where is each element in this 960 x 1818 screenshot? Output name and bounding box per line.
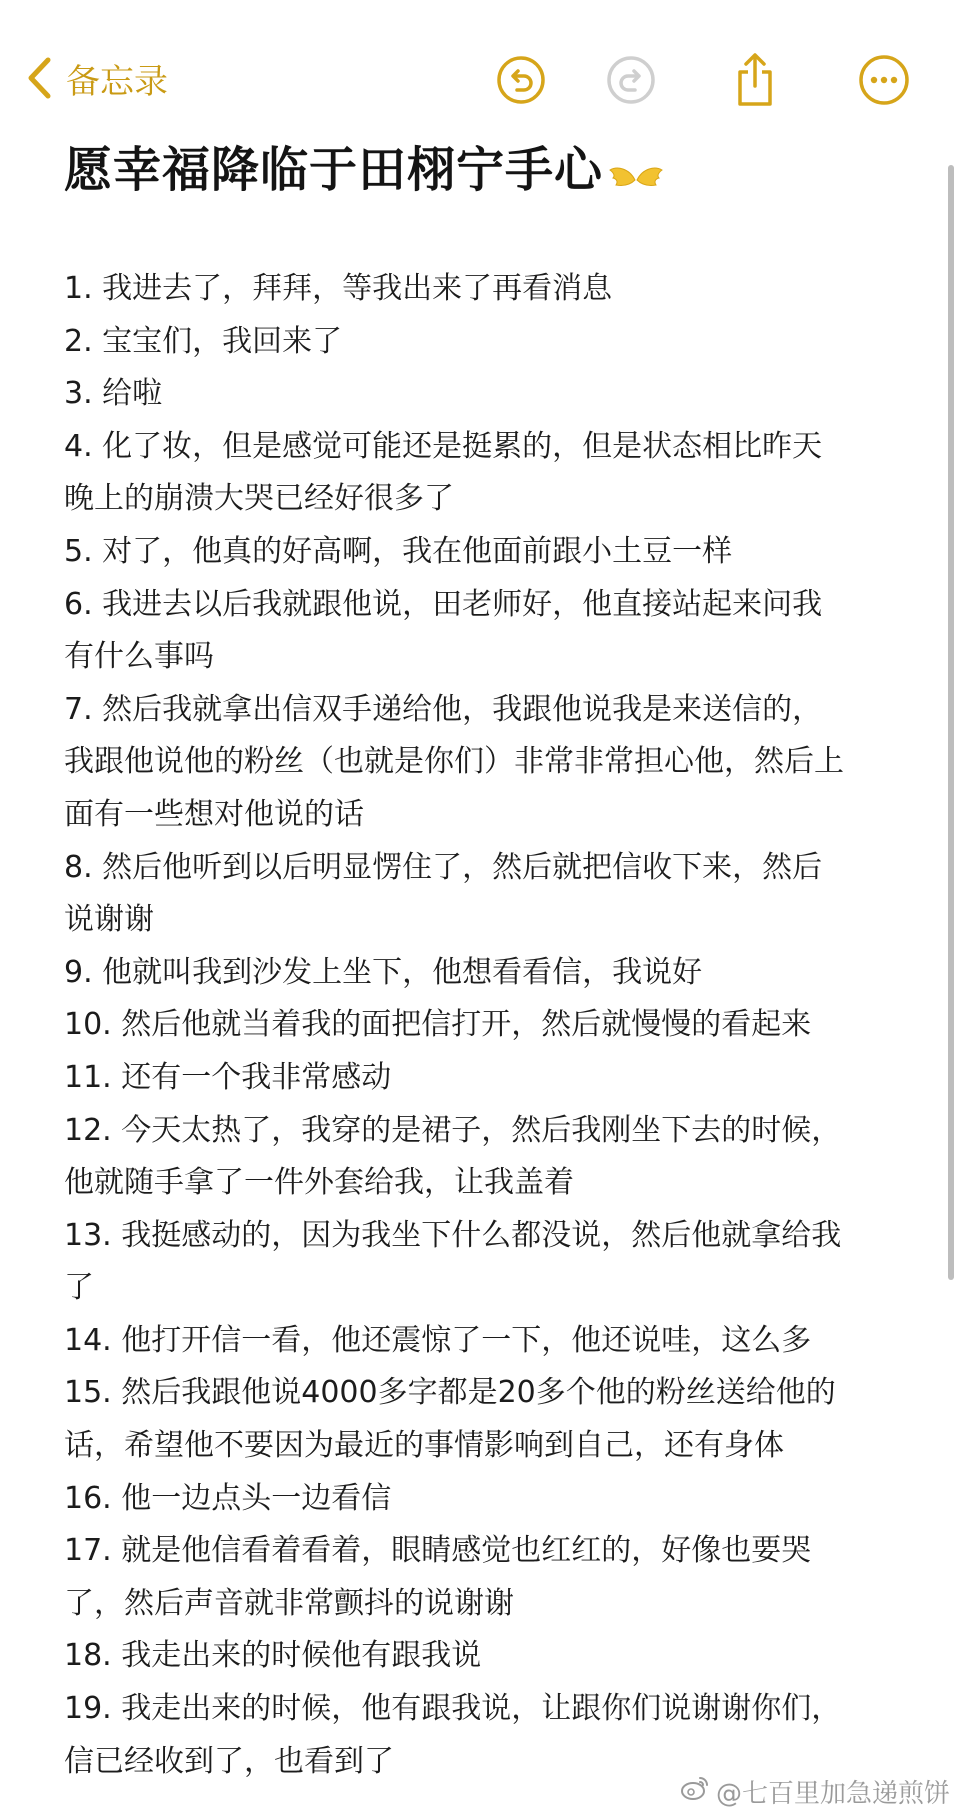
note-line: 11. 还有一个我非常感动	[64, 1059, 392, 1095]
wings-emoji-icon	[607, 150, 665, 180]
share-icon[interactable]	[727, 52, 783, 108]
watermark-text: @七百里加急递煎饼	[715, 1779, 950, 1809]
note-line: 13. 我挺感动的，因为我坐下什么都没说，然后他就拿给我	[64, 1217, 842, 1253]
note-line: 10. 然后他就当着我的面把信打开，然后就慢慢的看起来	[64, 1007, 812, 1043]
back-label: 备忘录	[66, 61, 168, 102]
note-line: 7. 然后我就拿出信双手递给他，我跟他说我是来送信的，	[64, 691, 823, 727]
note-line: 面有一些想对他说的话	[64, 796, 364, 832]
note-line: 9. 他就叫我到沙发上坐下，他想看看信，我说好	[64, 954, 703, 990]
note-body[interactable]	[64, 263, 904, 1788]
note-line: 信已经收到了，也看到了	[64, 1743, 394, 1779]
navbar	[0, 40, 960, 120]
watermark	[680, 1773, 950, 1810]
note-line: 了	[64, 1270, 94, 1306]
weibo-icon	[680, 1775, 710, 1808]
back-button[interactable]	[26, 48, 168, 108]
note-line: 8. 然后他听到以后明显愣住了，然后就把信收下来，然后	[64, 849, 823, 885]
note-line: 有什么事吗	[64, 639, 214, 675]
note-line: 5. 对了，他真的好高啊，我在他面前跟小土豆一样	[64, 533, 733, 569]
note-title-text: 愿幸福降临于田栩宁手心	[64, 141, 604, 198]
note-title	[64, 130, 665, 200]
note-line: 14. 他打开信一看，他还震惊了一下，他还说哇，这么多	[64, 1322, 812, 1358]
note-line: 1. 我进去了，拜拜，等我出来了再看消息	[64, 271, 613, 306]
note-line: 了，然后声音就非常颤抖的说谢谢	[64, 1585, 514, 1621]
note-line: 他就随手拿了一件外套给我，让我盖着	[64, 1165, 574, 1201]
note-line: 我跟他说他的粉丝（也就是你们）非常非常担心他，然后上	[64, 744, 844, 780]
note-line: 15. 然后我跟他说4000多字都是20多个他的粉丝送给他的	[64, 1375, 836, 1411]
note-line: 3. 给啦	[64, 376, 163, 412]
note-line: 话，希望他不要因为最近的事情影响到自己，还有身体	[64, 1428, 784, 1464]
scrollbar[interactable]	[948, 165, 954, 1280]
note-line: 6. 我进去以后我就跟他说，田老师好，他直接站起来问我	[64, 586, 823, 622]
note-line: 说谢谢	[64, 902, 154, 938]
redo-icon[interactable]	[603, 52, 659, 108]
note-line: 晚上的崩溃大哭已经好很多了	[64, 481, 454, 517]
more-icon[interactable]	[856, 52, 912, 108]
note-line: 18. 我走出来的时候他有跟我说	[64, 1638, 482, 1674]
note-line: 12. 今天太热了，我穿的是裙子，然后我刚坐下去的时候，	[64, 1112, 842, 1148]
note-line: 4. 化了妆，但是感觉可能还是挺累的，但是状态相比昨天	[64, 428, 823, 464]
chevron-left-icon	[26, 56, 52, 100]
note-line: 2. 宝宝们，我回来了	[64, 323, 343, 359]
undo-icon[interactable]	[493, 52, 549, 108]
note-line: 19. 我走出来的时候，他有跟我说，让跟你们说谢谢你们，	[64, 1691, 842, 1727]
note-line: 17. 就是他信看着看着，眼睛感觉也红红的，好像也要哭	[64, 1533, 812, 1569]
note-line: 16. 他一边点头一边看信	[64, 1480, 392, 1516]
